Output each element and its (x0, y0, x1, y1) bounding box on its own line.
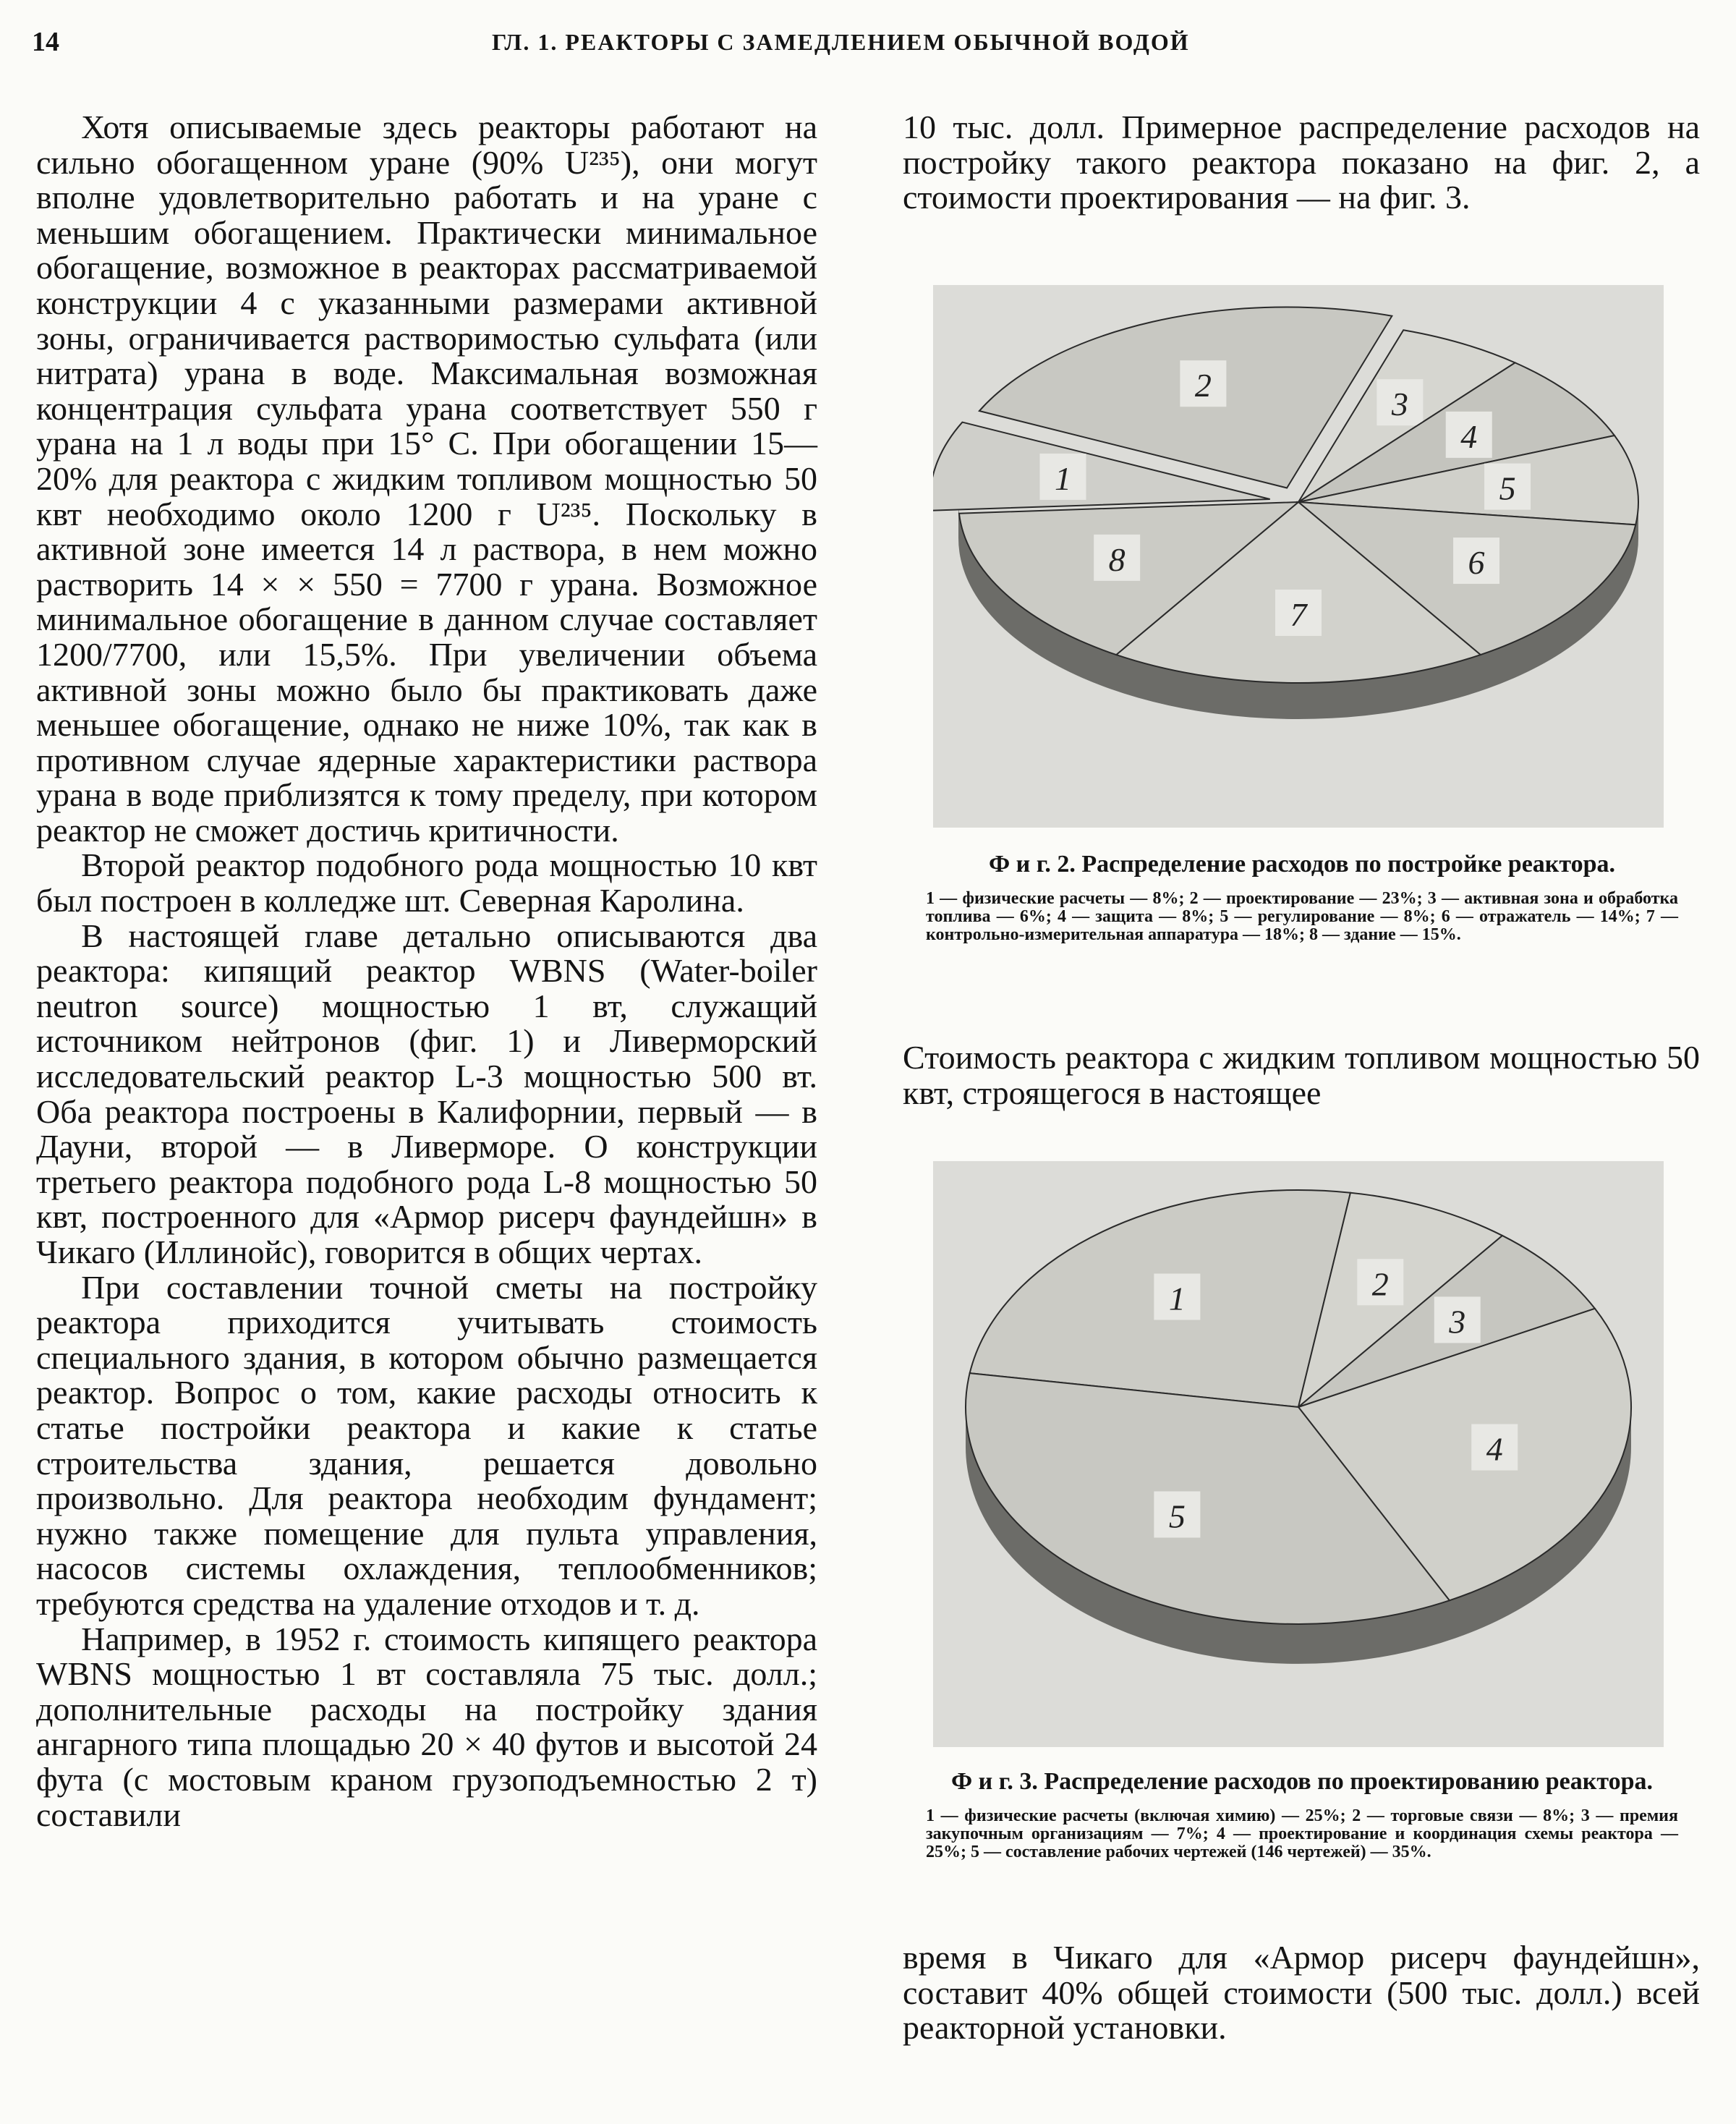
page-number: 14 (32, 27, 59, 57)
figure-3-pie-chart (933, 1161, 1664, 1747)
slice-label-4: 4 (1486, 1430, 1503, 1468)
figure-3-title: Ф и г. 3. Распределение расходов по проектированию реактора. (950, 1768, 1653, 1795)
slice-label-3: 3 (1449, 1303, 1466, 1341)
paragraph-4: При составлении точной сметы на постройку реактора приходится учитывать стоимость специального здания, в котором обычно размещается реактор. Вопрос о том, какие расходы относить к статье постройки реактора и какие к статье строительства здания, решается довольно произвольно. Для реактора необходим фундамент; нужно также помещение для пульта управления, насосов системы охлаждения, теплообменников; требуются средства на удаление отходов и т. д. (36, 1268, 817, 1622)
figure-3-svg (933, 1161, 1664, 1747)
paragraph-3: В настоящей главе детально описываются два реактора: кипящий реактор WBNS (Water-boiler neutron source) мощностью 1 вт, служащий источником нейтронов (фиг. 1) и Ливерморский исследовательский реактор L-3 мощностью 500 вт. Оба реактора построены в Калифорнии, первый — в Дауни, второй — в Ливерморе. О конструкции третьего реактора подобного рода L-8 мощностью 50 квт, построенного для «Армор рисерч фаундейшн» в Чикаго (Иллинойс), говорится в общих чертах. (36, 917, 817, 1270)
paragraph-right-top: 10 тыс. долл. Примерное распределение расходов на постройку такого реактора показано на фиг. 2, а стоимости проектирования — на фиг. 3. (903, 109, 1700, 216)
slice-label-1: 1 (1054, 459, 1071, 497)
figure-2-title: Ф и г. 2. Распределение расходов по постройке реактора. (988, 851, 1616, 878)
figure-2-legend: 1 — физические расчеты — 8%; 2 — проектирование — 23%; 3 — активная зона и обработка топлива — 6%; 4 — защита — 8%; 5 — регулирование — 8%; 6 — отражатель — 14%; 7 — контрольно-измерительная аппаратура — 18%; 8 — здание — 15%. (926, 889, 1678, 944)
figure-2-caption (926, 851, 1678, 944)
slice-label-7: 7 (1290, 596, 1307, 633)
slice-label-2: 2 (1371, 1265, 1389, 1303)
figure-2-pie-chart (933, 285, 1664, 828)
slice-label-6: 6 (1468, 544, 1485, 582)
paragraph-right-middle: Стоимость реактора с жидким топливом мощностью 50 квт, строящегося в настоящее (903, 1039, 1700, 1111)
slice-label-1: 1 (1168, 1280, 1186, 1317)
paragraph-right-bottom: время в Чикаго для «Армор рисерч фаундейшн», составит 40% общей стоимости (500 тыс. долл.) всей реакторной установки. (903, 1939, 1700, 2047)
figure-3-caption (926, 1768, 1678, 1861)
paragraph-2: Второй реактор подобного рода мощностью 10 квт был построен в колледже шт. Северная Каролина. (36, 846, 817, 919)
figure-3-legend: 1 — физические расчеты (включая химию) — 25%; 2 — торговые связи — 8%; 3 — премия закупочным организациям — 7%; 4 — проектирование и координация схемы реактора — 25%; 5 — составление рабочих чертежей (146 чертежей) — 35%. (926, 1806, 1678, 1861)
slice-label-2: 2 (1194, 367, 1212, 404)
figure-2-svg (933, 285, 1664, 828)
paragraph-1: Хотя описываемые здесь реакторы работают на сильно обогащенном уране (90% U²³⁵), они могут вполне удовлетворительно работать и на уране с меньшим обогащением. Практически минимальное обогащение, возможное в реакторах рассматриваемой конструкции 4 с указанными размерами активной зоны, ограничивается растворимостью сульфата (или нитрата) урана в воде. Максимальная возможная концентрация сульфата урана соответствует 550 г урана на 1 л воды при 15° С. При обогащении 15—20% для реактора с жидким топливом мощностью 50 квт необходимо около 1200 г U²³⁵. Поскольку в активной зоне имеется 14 л раствора, в нем можно растворить 14 × × 550 = 7700 г урана. Возможное минимальное обогащение в данном случае составляет 1200/7700, или 15,5%. При увеличении объема активной зоны можно было бы практиковать даже меньшее обогащение, однако не ниже 10%, так как в противном случае ядерные характеристики раствора урана в воде приблизятся к тому пределу, при котором реактор не сможет достичь критичности. (36, 109, 817, 849)
left-column (36, 110, 817, 1832)
slice-label-4: 4 (1460, 417, 1478, 455)
slice-label-8: 8 (1108, 540, 1126, 578)
paragraph-5: Например, в 1952 г. стоимость кипящего реактора WBNS мощностью 1 вт составляла 75 тыс. долл.; дополнительные расходы на постройку здания ангарного типа площадью 20 × 40 футов и высотой 24 фута (с мостовым краном грузоподъемностью 2 т) составили (36, 1620, 817, 1833)
slice-label-5: 5 (1499, 470, 1516, 507)
right-column-middle (903, 1040, 1700, 1110)
slice-label-3: 3 (1391, 386, 1408, 423)
running-title: ГЛ. 1. РЕАКТОРЫ С ЗАМЕДЛЕНИЕМ ОБЫЧНОЙ ВОДОЙ (492, 29, 1190, 55)
right-column-bottom (903, 1940, 1700, 2046)
slice-label-5: 5 (1168, 1498, 1186, 1535)
right-column-top (903, 110, 1700, 216)
